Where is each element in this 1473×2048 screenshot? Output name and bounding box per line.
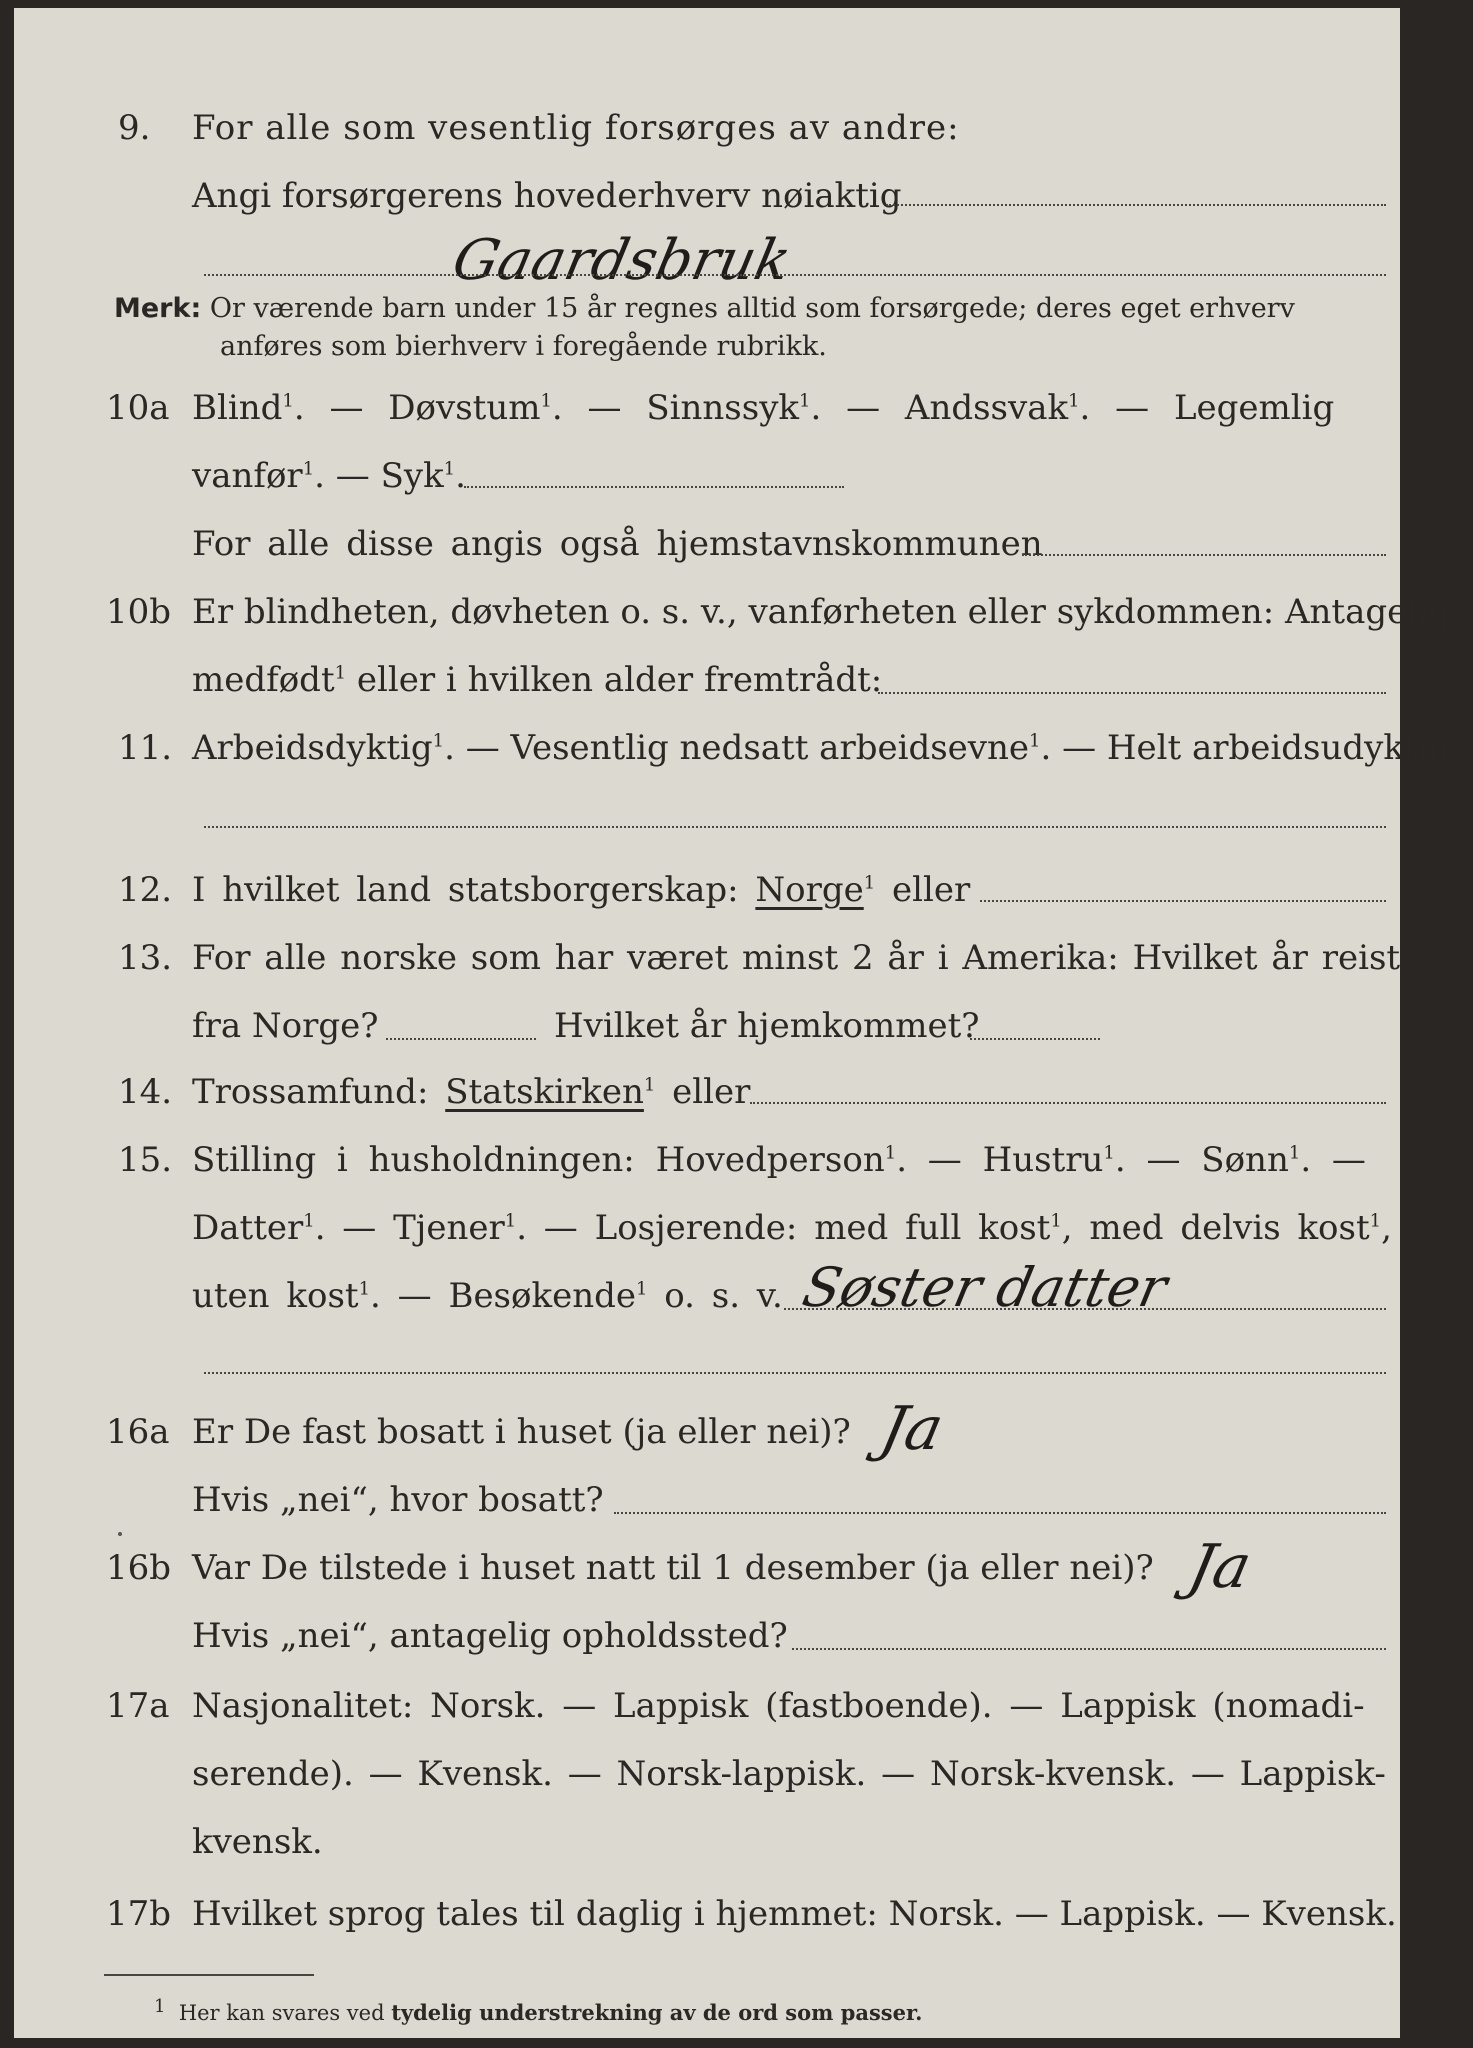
- q13-hjem-line: [970, 1038, 1100, 1040]
- q16b-line2: Hvis „nei“, antagelig opholdssted?: [192, 1616, 788, 1656]
- q16b-handwritten-answer: Ja: [1182, 1532, 1258, 1602]
- q17a-line1: Nasjonalitet: Norsk. — Lappisk (fastboende). — Lappisk (nomadi-: [192, 1686, 1365, 1726]
- q10a-number: 10a: [106, 388, 170, 428]
- q14-number: 14.: [118, 1072, 173, 1112]
- q10b-line2: medfødt$^1$ eller i hvilken alder fremtrådt:: [192, 660, 883, 700]
- opt-nedsatt: . — Vesentlig nedsatt arbeidsevne: [444, 728, 1030, 768]
- opt-blind: Blind: [192, 388, 283, 428]
- q9-line1: For alle som vesentlig forsørges av andre:: [192, 108, 960, 148]
- q14-fill-line: [750, 1102, 1386, 1104]
- q11-fill-line: [204, 826, 1386, 828]
- q16a-handwritten-answer: Ja: [874, 1394, 950, 1464]
- q9-line2: Angi forsørgerens hovederhverv nøiaktig: [192, 176, 902, 216]
- q13-reist-line: [386, 1038, 536, 1040]
- census-form-page: [14, 8, 1473, 2038]
- q9-answer-line: [204, 274, 1386, 276]
- q16b-line1: Var De tilstede i huset natt til 1 desember (ja eller nei)?: [192, 1548, 1154, 1588]
- q12-number: 12.: [118, 870, 173, 910]
- q11-line1: Arbeidsdyktig$^1$. — Vesentlig nedsatt arbeidsevne$^1$. — Helt arbeidsudyktig$^1$.: [192, 728, 1473, 768]
- q17a-line3: kvensk.: [192, 1822, 323, 1862]
- q16a-fill-line: [614, 1512, 1386, 1514]
- q10a-line3: For alle disse angis også hjemstavnskommunen: [192, 524, 1043, 564]
- q15-extra-line: [204, 1372, 1386, 1374]
- q10a-hjemstavn-line: [1022, 554, 1386, 556]
- underlined-norge: Norge: [755, 870, 864, 910]
- q12-line1: I hvilket land statsborgerskap: Norge$^1$ eller: [192, 870, 971, 910]
- q9-number: 9.: [118, 108, 151, 148]
- q9-fill-line: [886, 204, 1386, 206]
- q16a-line1: Er De fast bosatt i huset (ja eller nei)?: [192, 1412, 851, 1452]
- q12-fill-line: [980, 900, 1386, 902]
- merk-label: Merk:: [114, 293, 202, 324]
- q17a-line2: serende). — Kvensk. — Norsk-lappisk. — Norsk-kvensk. — Lappisk-: [192, 1754, 1386, 1794]
- merk-note-line2: anføres som bierhverv i foregående rubrikk.: [220, 331, 827, 362]
- q17b-line1: Hvilket sprog tales til daglig i hjemmet: Norsk. — Lappisk. — Kvensk.: [192, 1894, 1397, 1934]
- merk-note-line1: [114, 290, 1295, 328]
- q10b-fill-line: [878, 692, 1386, 694]
- opt-syk: . — Syk: [314, 456, 444, 496]
- opt-sinnssyk: . — Sinnssyk: [551, 388, 800, 428]
- opt-udyktig: . — Helt arbeidsudyktig: [1040, 728, 1451, 768]
- q16b-number: 16b: [106, 1548, 172, 1588]
- merk-text-1: Or værende barn under 15 år regnes alltid som forsørgede; deres eget erhverv: [209, 293, 1295, 324]
- q13-line2b: Hvilket år hjemkommet?: [554, 1006, 980, 1046]
- q9-handwritten-answer: Gaardsbruk: [447, 228, 797, 293]
- opt-legemlig: . — Legemlig: [1079, 388, 1335, 428]
- footnote-mark: 1: [154, 1996, 166, 2017]
- q10b-number: 10b: [106, 592, 172, 632]
- q15-number: 15.: [118, 1140, 173, 1180]
- ink-speck: [118, 1532, 122, 1536]
- footnote-rule: [104, 1974, 314, 1976]
- q17a-number: 17a: [106, 1686, 170, 1726]
- opt-arbeidsdyktig: Arbeidsdyktig: [192, 728, 433, 768]
- q16a-line2: Hvis „nei“, hvor bosatt?: [192, 1480, 604, 1520]
- q15-fill-line: [784, 1308, 1386, 1310]
- q13-line1: For alle norske som har været minst 2 år i Amerika: Hvilket år reist: [192, 938, 1401, 978]
- q10a-fill-line: [464, 486, 844, 488]
- q15-handwritten-answer: Søster datter: [797, 1256, 1173, 1319]
- q14-line1: Trossamfund: Statskirken$^1$ eller: [192, 1072, 751, 1112]
- q13-line2a: fra Norge?: [192, 1006, 379, 1046]
- opt-dovstum: . — Døvstum: [293, 388, 541, 428]
- opt-andssvak: . — Andssvak: [810, 388, 1069, 428]
- opt-vanfor: vanfør: [192, 456, 303, 496]
- q10a-line2: vanfør$^1$. — Syk$^1$.: [192, 456, 466, 496]
- footnote: 1 Her kan svares ved tydelig understrekning av de ord som passer.: [154, 1996, 923, 2025]
- q15-line1: Stilling i husholdningen: Hovedperson$^1$. — Hustru$^1$. — Sønn$^1$. —: [192, 1140, 1366, 1180]
- q16b-fill-line: [792, 1648, 1386, 1650]
- q11-number: 11.: [118, 728, 173, 768]
- q15-line2: Datter$^1$. — Tjener$^1$. — Losjerende: med full kost$^1$, med delvis kost$^1$,: [192, 1208, 1392, 1248]
- q13-number: 13.: [118, 938, 173, 978]
- underlined-statskirken: Statskirken: [445, 1072, 644, 1112]
- q10b-line1: Er blindheten, døvheten o. s. v., vanførheten eller sykdommen: Antagelig: [192, 592, 1451, 632]
- q17b-number: 17b: [106, 1894, 172, 1934]
- q16a-number: 16a: [106, 1412, 170, 1452]
- q10a-line1: Blind$^1$. — Døvstum$^1$. — Sinnssyk$^1$. — Andssvak$^1$. — Legemlig: [192, 388, 1335, 428]
- q15-line3: uten kost$^1$. — Besøkende$^1$ o. s. v.: [192, 1276, 783, 1316]
